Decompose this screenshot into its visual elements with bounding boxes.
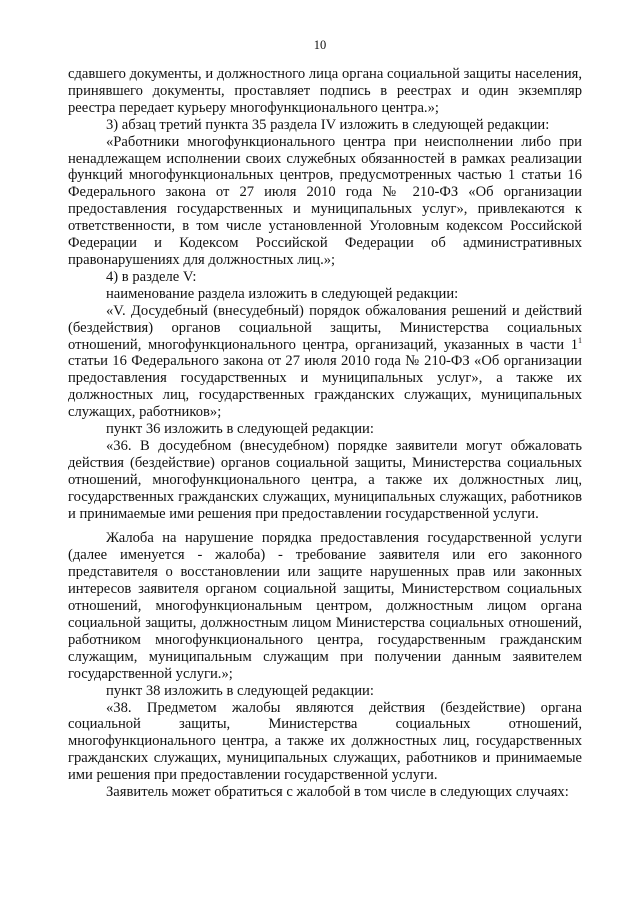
paragraph-complaint-cases: Заявитель может обратиться с жалобой в том числе в следующих случаях:: [106, 784, 569, 801]
paragraph-workers-responsibility: «Работники многофункционального центра при неисполнении либо при ненадлежащем исполнении своих служебных обязанностей в рамках реализации функций многофункциональных центров, предусмотренных частью 1 статьи 16 Федерального закона от 27 июля 2010 года № 210-ФЗ «Об организации предоставления государственных и муниципальных услуг», привлекаются к ответственности, в том числе установленной Уголовным кодексом Российской Федерации и Кодексом Российской Федерации об административных правонарушениях для должностных лиц.»;: [68, 133, 582, 268]
page-number: 10: [313, 38, 327, 52]
paragraph-point-36-text: «36. В досудебном (внесудебном) порядке заявители могут обжаловать действия (бездействие) органов социальной защиты, Министерства социальных отношений, многофункционального центра, а также их должностных лиц, государственных гражданских служащих, муниципальных служащих, работников и принимаемые ими решения при предоставлении государственной услуги.: [68, 437, 582, 522]
paragraph-registry-transfer: сдавшего документы, и должностного лица органа социальной защиты населения, принявшего документы, проставляет подпись в реестрах и один экземпляр реестра передает курьеру многофункционального центра.»;: [68, 66, 582, 116]
document-body: [68, 66, 582, 801]
section-v-title-part2: статьи 16 Федерального закона от 27 июля 2010 года № 210-ФЗ «Об организации предоставления государственных и муниципальных услуг», а также их должностных лиц, государственных гражданских служащих, муниципальных служащих, работников»;: [68, 353, 582, 421]
paragraph-section-name-intro: наименование раздела изложить в следующей редакции:: [106, 285, 459, 302]
paragraph-point-38-intro: пункт 38 изложить в следующей редакции:: [106, 682, 374, 699]
paragraph-gap: [68, 522, 582, 530]
superscript-part-number: 1: [578, 335, 582, 345]
paragraph-amendment-item-3: 3) абзац третий пункта 35 раздела IV изложить в следующей редакции:: [106, 116, 550, 133]
paragraph-point-38-text: «38. Предметом жалобы являются действия (бездействие) органа социальной защиты, Министерства социальных отношений, многофункционального центра, а также их должностных лиц, государственных гражданских служащих, муниципальных служащих, работников и принимаемые ими решения при предоставлении государственной услуги.: [68, 699, 582, 784]
paragraph-point-36-intro: пункт 36 изложить в следующей редакции:: [106, 421, 374, 438]
paragraph-section-v-title: [68, 303, 582, 421]
paragraph-amendment-item-4: 4) в разделе V:: [106, 268, 197, 285]
section-v-title-part1: «V. Досудебный (внесудебный) порядок обжалования решений и действий (бездействия) органов социальной защиты, Министерства социальных отношений, многофункционального центра, организаций, указанных в части 1: [68, 302, 582, 353]
paragraph-complaint-definition: Жалоба на нарушение порядка предоставления государственной услуги (далее именуется - жалоба) - требование заявителя или его законного представителя о восстановлении или защите нарушенных прав или законных интересов заявителя органом социальной защиты, Министерством социальных отношений, многофункциональным центром, должностным лицом органа социальной защиты, должностным лицом Министерства социальных отношений, работником многофункционального центра, государственным гражданским служащим, муниципальным служащим при получении данным заявителем государственной услуги.»;: [68, 530, 582, 682]
